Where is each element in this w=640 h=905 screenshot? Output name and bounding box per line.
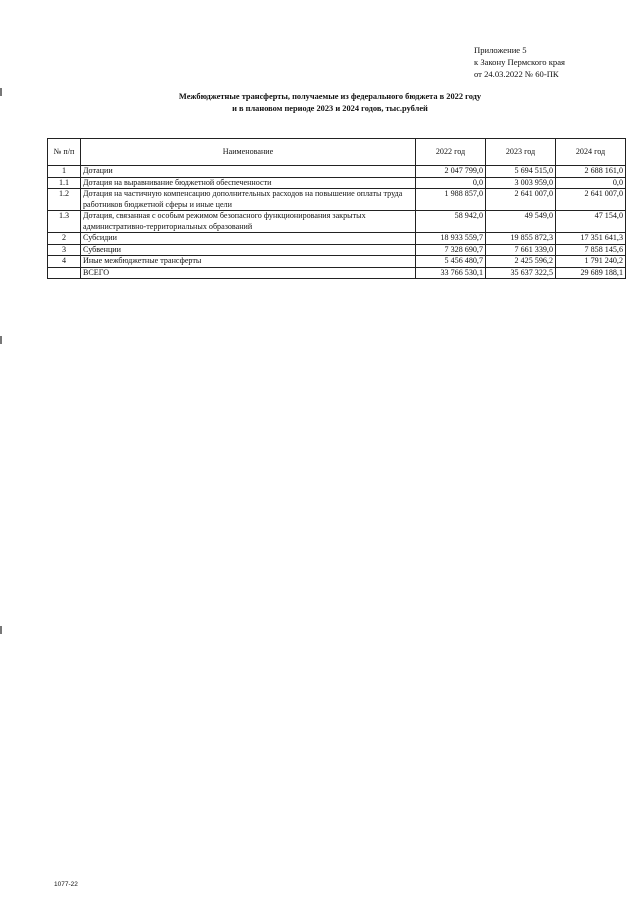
appendix-reference (474, 44, 565, 80)
row-name: Дотация на выравнивание бюджетной обеспеченности (81, 177, 416, 189)
table-header-row (48, 139, 626, 166)
value-2023: 2 641 007,0 (486, 189, 556, 211)
appendix-line-1: Приложение 5 (474, 45, 527, 55)
value-2024: 29 689 188,1 (556, 267, 626, 279)
value-2024: 2 688 161,0 (556, 166, 626, 178)
column-header-name: Наименование (81, 139, 416, 166)
value-2022: 58 942,0 (416, 211, 486, 233)
appendix-line-3: от 24.03.2022 № 60-ПК (474, 69, 559, 79)
value-2023: 2 425 596,2 (486, 256, 556, 268)
appendix-line-2: к Закону Пермского края (474, 57, 565, 67)
value-2023: 5 694 515,0 (486, 166, 556, 178)
table-row (48, 244, 626, 256)
table-row (48, 189, 626, 211)
value-2022: 18 933 559,7 (416, 233, 486, 245)
value-2022: 33 766 530,1 (416, 267, 486, 279)
row-name: Дотации (81, 166, 416, 178)
row-name: Дотация на частичную компенсацию дополнительных расходов на повышение оплаты труда работников бюджетной сферы и иные цели (81, 189, 416, 211)
value-2024: 1 791 240,2 (556, 256, 626, 268)
row-number (48, 267, 81, 279)
transfers-table (47, 138, 626, 279)
scan-margin-mark (0, 336, 2, 344)
value-2023: 49 549,0 (486, 211, 556, 233)
table-row (48, 233, 626, 245)
value-2022: 7 328 690,7 (416, 244, 486, 256)
value-2022: 0,0 (416, 177, 486, 189)
row-name: Иные межбюджетные трансферты (81, 256, 416, 268)
value-2023: 35 637 322,5 (486, 267, 556, 279)
value-2024: 2 641 007,0 (556, 189, 626, 211)
scan-margin-mark (0, 88, 2, 96)
value-2023: 7 661 339,0 (486, 244, 556, 256)
row-name: Субвенции (81, 244, 416, 256)
table-row (48, 177, 626, 189)
row-number: 4 (48, 256, 81, 268)
row-number: 1.1 (48, 177, 81, 189)
value-2024: 0,0 (556, 177, 626, 189)
column-header-2024: 2024 год (556, 139, 626, 166)
row-number: 2 (48, 233, 81, 245)
scan-margin-mark (0, 626, 2, 634)
row-name: ВСЕГО (81, 267, 416, 279)
table-row (48, 211, 626, 233)
value-2022: 2 047 799,0 (416, 166, 486, 178)
row-number: 1 (48, 166, 81, 178)
table-row (48, 256, 626, 268)
row-number: 3 (48, 244, 81, 256)
value-2024: 17 351 641,3 (556, 233, 626, 245)
value-2023: 19 855 872,3 (486, 233, 556, 245)
column-header-number: № п/п (48, 139, 81, 166)
table-row (48, 166, 626, 178)
document-code: 1077-22 (54, 881, 78, 888)
row-number: 1.2 (48, 189, 81, 211)
value-2024: 7 858 145,6 (556, 244, 626, 256)
value-2022: 5 456 480,7 (416, 256, 486, 268)
title-line-2: и в плановом периоде 2023 и 2024 годов, тыс.рублей (232, 104, 428, 113)
column-header-2023: 2023 год (486, 139, 556, 166)
column-header-2022: 2022 год (416, 139, 486, 166)
row-name: Субсидии (81, 233, 416, 245)
value-2024: 47 154,0 (556, 211, 626, 233)
table-total-row (48, 267, 626, 279)
row-name: Дотация, связанная с особым режимом безопасного функционирования закрытых административно-территориальных образований (81, 211, 416, 233)
document-title (120, 91, 540, 115)
value-2022: 1 988 857,0 (416, 189, 486, 211)
row-number: 1.3 (48, 211, 81, 233)
value-2023: 3 003 959,0 (486, 177, 556, 189)
title-line-1: Межбюджетные трансферты, получаемые из федерального бюджета в 2022 году (178, 92, 482, 101)
